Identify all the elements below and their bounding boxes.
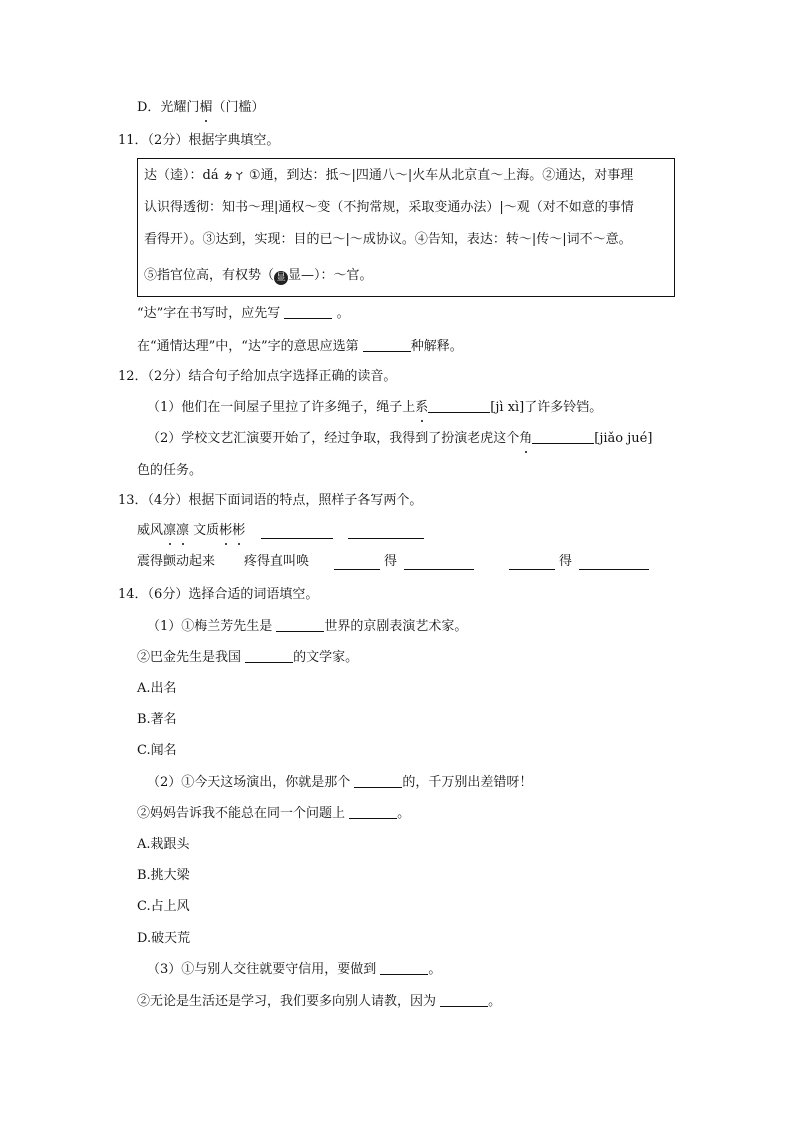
q14-p3-s1-end: 。 [428, 962, 442, 977]
q14-p1-sentence-1 [147, 617, 467, 637]
q14-p3-sentence-2 [137, 992, 501, 1012]
q12-sentence-2 [147, 429, 652, 449]
q13-ex1-dotted-char: 彬 [232, 521, 245, 541]
dict-line-1 [144, 166, 633, 186]
dict-zhuyin: ㄉㄚ [222, 169, 245, 182]
q13-answer-blank-1[interactable] [261, 524, 333, 539]
q10-option-d-note: （门槛） [212, 100, 265, 115]
q14-p3-blank-2[interactable] [440, 992, 488, 1007]
q10-option-d-text: D．光耀门 [137, 100, 200, 115]
q14-p1-s1-text: （1）①梅兰芳先生是 [147, 619, 277, 634]
q14-p3-sentence-1 [147, 960, 441, 980]
q14-title: 14．（6分）选择合适的词语填空。 [118, 587, 319, 602]
dict-sense-5-rest: 显—）：～官。 [288, 268, 373, 283]
q14-p2-blank-2[interactable] [349, 804, 397, 819]
q11-sub2-end: 种解释。 [410, 339, 463, 354]
q13-answer-blank-6[interactable] [579, 555, 649, 570]
dict-headword: 达（逵）：dá [144, 168, 223, 183]
q10-option-d-dotted-char: 楣 [199, 98, 212, 118]
q14-p1-option-b: B.著名 [137, 712, 177, 727]
q13-answer-blank-3[interactable] [334, 555, 380, 570]
q11-sub2 [137, 337, 463, 357]
q11-sub1-text: “达”字在书写时，应先写 [137, 306, 285, 321]
q14-p2-option-b: B.挑大梁 [137, 868, 190, 883]
q14-p2-s1-text: （2）①今天这场演出，你就是那个 [147, 775, 355, 790]
dict-sense-1-2: ①通，到达：抵～|四通八～|火车从北京直～上海。②通达，对事理 [244, 168, 634, 183]
q14-p2-option-c: C.占上风 [137, 899, 190, 914]
dict-line-2: 认识得透彻：知书～理|通权～变（不拘常规，采取变通办法）|～观（对不如意的事情 [144, 200, 634, 215]
q13-ex1-text-2: 文质 [189, 523, 220, 538]
dict-line-4 [144, 266, 373, 286]
q13-ex1-text: 威风 [137, 523, 164, 538]
q13-example-3: 疼得直叫唤 [244, 554, 310, 569]
dict-line-3: 看得开）。③达到，实现：目的已～|～成协议。④告知，表达：转～|传～|词不～意。 [144, 232, 632, 247]
q14-p2-option-a: A.栽跟头 [137, 837, 190, 852]
q12-s2-text: （2）学校文艺汇演要开始了，经过争取，我得到了扮演老虎这个 [147, 431, 520, 446]
q12-s2-options: [jiǎo jué] [594, 431, 653, 446]
q12-answer-blank-2[interactable] [532, 429, 594, 444]
q11-answer-blank-2[interactable] [363, 337, 411, 352]
q12-title: 12．（2分）结合句子给加点字选择正确的读音。 [118, 369, 397, 384]
q14-p3-s2-text: ②无论是生活还是学习，我们要多向别人请教，因为 [137, 994, 441, 1009]
q14-p1-s2-text: ②巴金先生是我国 [137, 650, 246, 665]
q14-p3-s2-end: 。 [488, 994, 502, 1009]
q14-p3-blank-1[interactable] [380, 960, 428, 975]
q13-answer-blank-5[interactable] [509, 555, 555, 570]
q12-s1-text: （1）他们在一间屋子里拉了许多绳子，绳子上 [147, 400, 416, 415]
q13-answer-blank-4[interactable] [404, 555, 474, 570]
q10-option-d [137, 98, 264, 118]
q14-p2-sentence-1 [147, 773, 532, 793]
dict-sense-5: ⑤指官位高，有权势（ [144, 268, 275, 283]
q12-answer-blank-1[interactable] [428, 398, 490, 413]
q11-sub2-text: 在“通情达理”中，“达”字的意思应选第 [137, 339, 363, 354]
q12-s1-options: [jì xì]了许多铃铛。 [490, 400, 603, 415]
q13-de-1: 得 [384, 554, 398, 569]
q13-example-1 [137, 521, 245, 541]
q14-p2-blank-1[interactable] [354, 773, 402, 788]
q13-ex1-dotted-char: 凛 [176, 521, 189, 541]
q14-p1-blank-1[interactable] [276, 617, 324, 632]
q13-ex1-dotted-char: 彬 [219, 521, 232, 541]
q13-ex1-dotted-char: 凛 [163, 521, 176, 541]
q14-p1-option-c: C.闻名 [137, 743, 177, 758]
q13-de-2: 得 [559, 554, 573, 569]
q13-title: 13．（4分）根据下面词语的特点，照样子各写两个。 [118, 493, 423, 508]
q14-p1-blank-2[interactable] [245, 648, 293, 663]
q13-answer-blank-2[interactable] [348, 524, 424, 539]
q12-sentence-1 [147, 398, 602, 418]
q14-p2-s2-text: ②妈妈告诉我不能总在同一个问题上 [137, 806, 350, 821]
q12-sentence-2-cont: 色的任务。 [137, 463, 203, 478]
q14-p2-sentence-2 [137, 804, 410, 824]
q12-s2-dotted-char: 角 [519, 429, 532, 449]
q14-p2-s2-end: 。 [397, 806, 411, 821]
q11-answer-blank-1[interactable] [284, 304, 332, 319]
q11-sub1 [137, 304, 350, 324]
q14-p2-s1-end: 的，千万别出差错呀！ [402, 775, 533, 790]
q14-p2-option-d: D.破天荒 [137, 931, 191, 946]
q14-p1-s1-end: 世界的京剧表演艺术家。 [324, 619, 468, 634]
q14-p1-s2-end: 的文学家。 [293, 650, 359, 665]
q11-title: 11．（2分）根据字典填空。 [118, 133, 280, 148]
q14-p1-option-a: A.出名 [137, 681, 177, 696]
q14-p1-sentence-2 [137, 648, 358, 668]
dictionary-entry-box [137, 158, 675, 297]
q11-sub1-end: 。 [336, 306, 350, 321]
q13-example-2: 震得颤动起来 [137, 554, 216, 569]
traditional-char-icon: 显 [274, 271, 288, 285]
q12-s1-dotted-char: 系 [415, 398, 428, 418]
q14-p3-s1-text: （3）①与别人交往就要守信用，要做到 [147, 962, 381, 977]
